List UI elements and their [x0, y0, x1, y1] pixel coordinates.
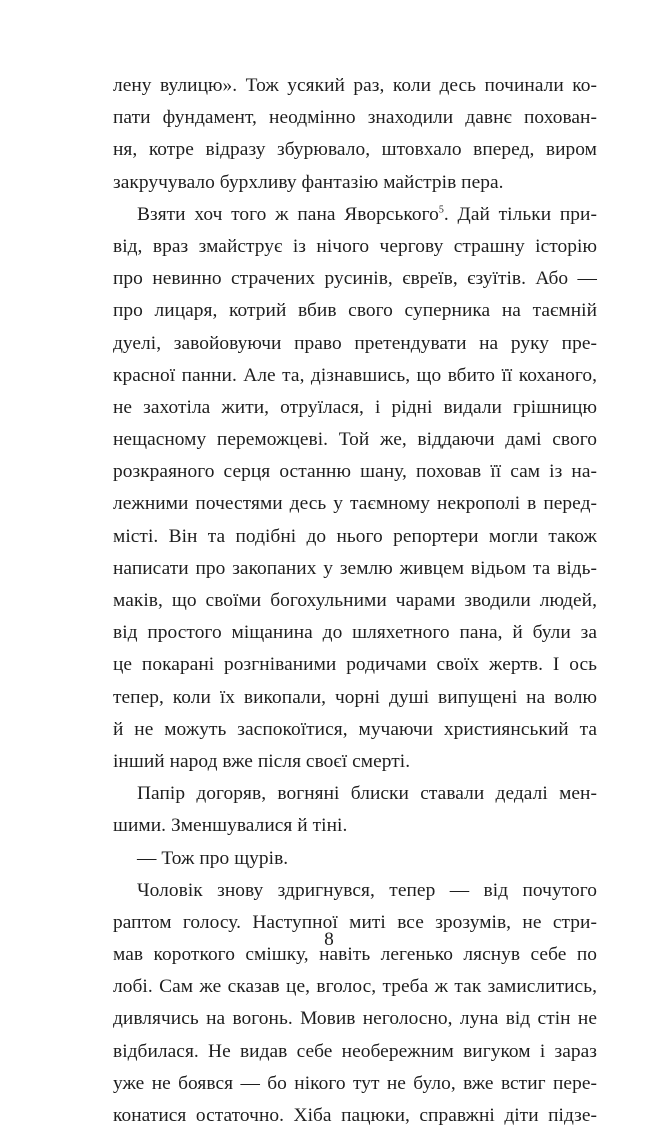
text-line — [113, 778, 597, 810]
text-line — [113, 585, 597, 617]
line-text: місті. Він та подібні до нього репортери могли також — [113, 525, 597, 547]
line-text: шими. Зменшувалися й тіні. — [113, 815, 348, 837]
line-text: про невинно страчених русинів, євреїв, єзуїтів. Або — — [113, 268, 597, 290]
text-line — [113, 263, 597, 295]
line-text: дуелі, завойовуючи право претендувати на руку пре- — [113, 332, 597, 354]
text-line — [113, 424, 597, 456]
text-line — [113, 1036, 597, 1068]
line-text: відбилася. Не видав себе необережним вигуком і зараз — [113, 1040, 597, 1062]
text-line — [113, 682, 597, 714]
line-text: й не можуть заспокоїтися, мучаючи християнський та — [113, 718, 597, 740]
line-text: дивлячись на вогонь. Мовив неголосно, луна від стін не — [113, 1008, 597, 1030]
line-text: тепер, коли їх викопали, чорні душі випущені на волю — [113, 686, 597, 708]
line-text: красної панни. Але та, дізнавшись, що вбито її коханого, — [113, 364, 597, 386]
text-line — [113, 231, 597, 263]
text-line — [113, 1068, 597, 1100]
text-line — [113, 521, 597, 553]
text-line — [113, 553, 597, 585]
line-text: від простого міщанина до шляхетного пана, й були за — [113, 622, 597, 644]
line-text: закручувало бурхливу фантазію майстрів пера. — [113, 171, 504, 193]
line-text-tail: . Дай тільки при- — [443, 203, 597, 225]
line-text: лежними почестями десь у таємному некрополі в перед- — [113, 493, 597, 515]
line-text: від, враз змайструє із нічого чергову страшну історію — [113, 235, 597, 257]
text-line — [113, 1003, 597, 1035]
line-text: Взяти хоч того ж пана Яворського — [137, 203, 439, 225]
text-line — [113, 1100, 597, 1132]
text-line — [113, 328, 597, 360]
line-text: маків, що своїми богохульними чарами зводили людей, — [113, 590, 597, 611]
line-text: раптом голосу. Наступної миті все зрозумів, не стри- — [113, 911, 597, 933]
line-text: ня, котре відразу збурювало, штовхало вперед, виром — [113, 139, 597, 161]
line-text: написати про закопаних у землю живцем відьом та відь- — [113, 557, 597, 579]
body-text — [113, 70, 597, 1132]
line-text: лобі. Сам же сказав це, вголос, треба ж так замислитись, — [113, 976, 597, 998]
text-line — [113, 843, 597, 875]
text-line — [113, 167, 597, 199]
line-text: уже не боявся — бо нікого тут не було, вже встиг пере- — [113, 1072, 597, 1094]
text-line — [113, 617, 597, 649]
line-text: Чоловік знову здригнувся, тепер — від почутого — [137, 879, 597, 901]
line-text: нещасному переможцеві. Той же, віддаючи дамі свого — [113, 429, 597, 451]
text-line — [113, 199, 597, 231]
line-text: розкраяного серця останню шану, поховав її сам із на- — [113, 461, 597, 483]
text-line — [113, 649, 597, 681]
text-line — [113, 102, 597, 134]
text-line — [113, 392, 597, 424]
footnote-marker[interactable]: 5 — [438, 204, 444, 216]
text-line — [113, 360, 597, 392]
text-line — [113, 488, 597, 520]
text-line — [113, 134, 597, 166]
text-line — [113, 70, 597, 102]
line-text: не захотіла жити, отруїлася, і рідні видали грішницю — [113, 396, 597, 418]
line-text: пати фундамент, неодмінно знаходили давнє похован- — [113, 107, 597, 129]
text-line — [113, 971, 597, 1003]
line-text: конатися остаточно. Хіба пацюки, справжні діти підзе- — [113, 1105, 597, 1126]
text-line — [113, 875, 597, 907]
text-line — [113, 810, 597, 842]
line-text: лену вулицю». Тож усякий раз, коли десь починали ко- — [113, 75, 597, 96]
text-line — [113, 456, 597, 488]
text-line — [113, 295, 597, 327]
line-text: це покарані розгніваними родичами своїх жертв. І ось — [113, 654, 597, 676]
text-line — [113, 714, 597, 746]
line-text: Папір догоряв, вогняні блиски ставали дедалі мен- — [137, 783, 597, 805]
line-text: про лицаря, котрий вбив свого суперника на таємній — [113, 300, 597, 322]
line-text: — Тож про щурів. — [137, 847, 289, 869]
text-line — [113, 746, 597, 778]
line-text: мав короткого смішку, навіть легенько ляснув себе по — [113, 944, 597, 966]
page-number: 8 — [324, 929, 334, 950]
line-text: інший народ вже після своєї смерті. — [113, 750, 411, 772]
